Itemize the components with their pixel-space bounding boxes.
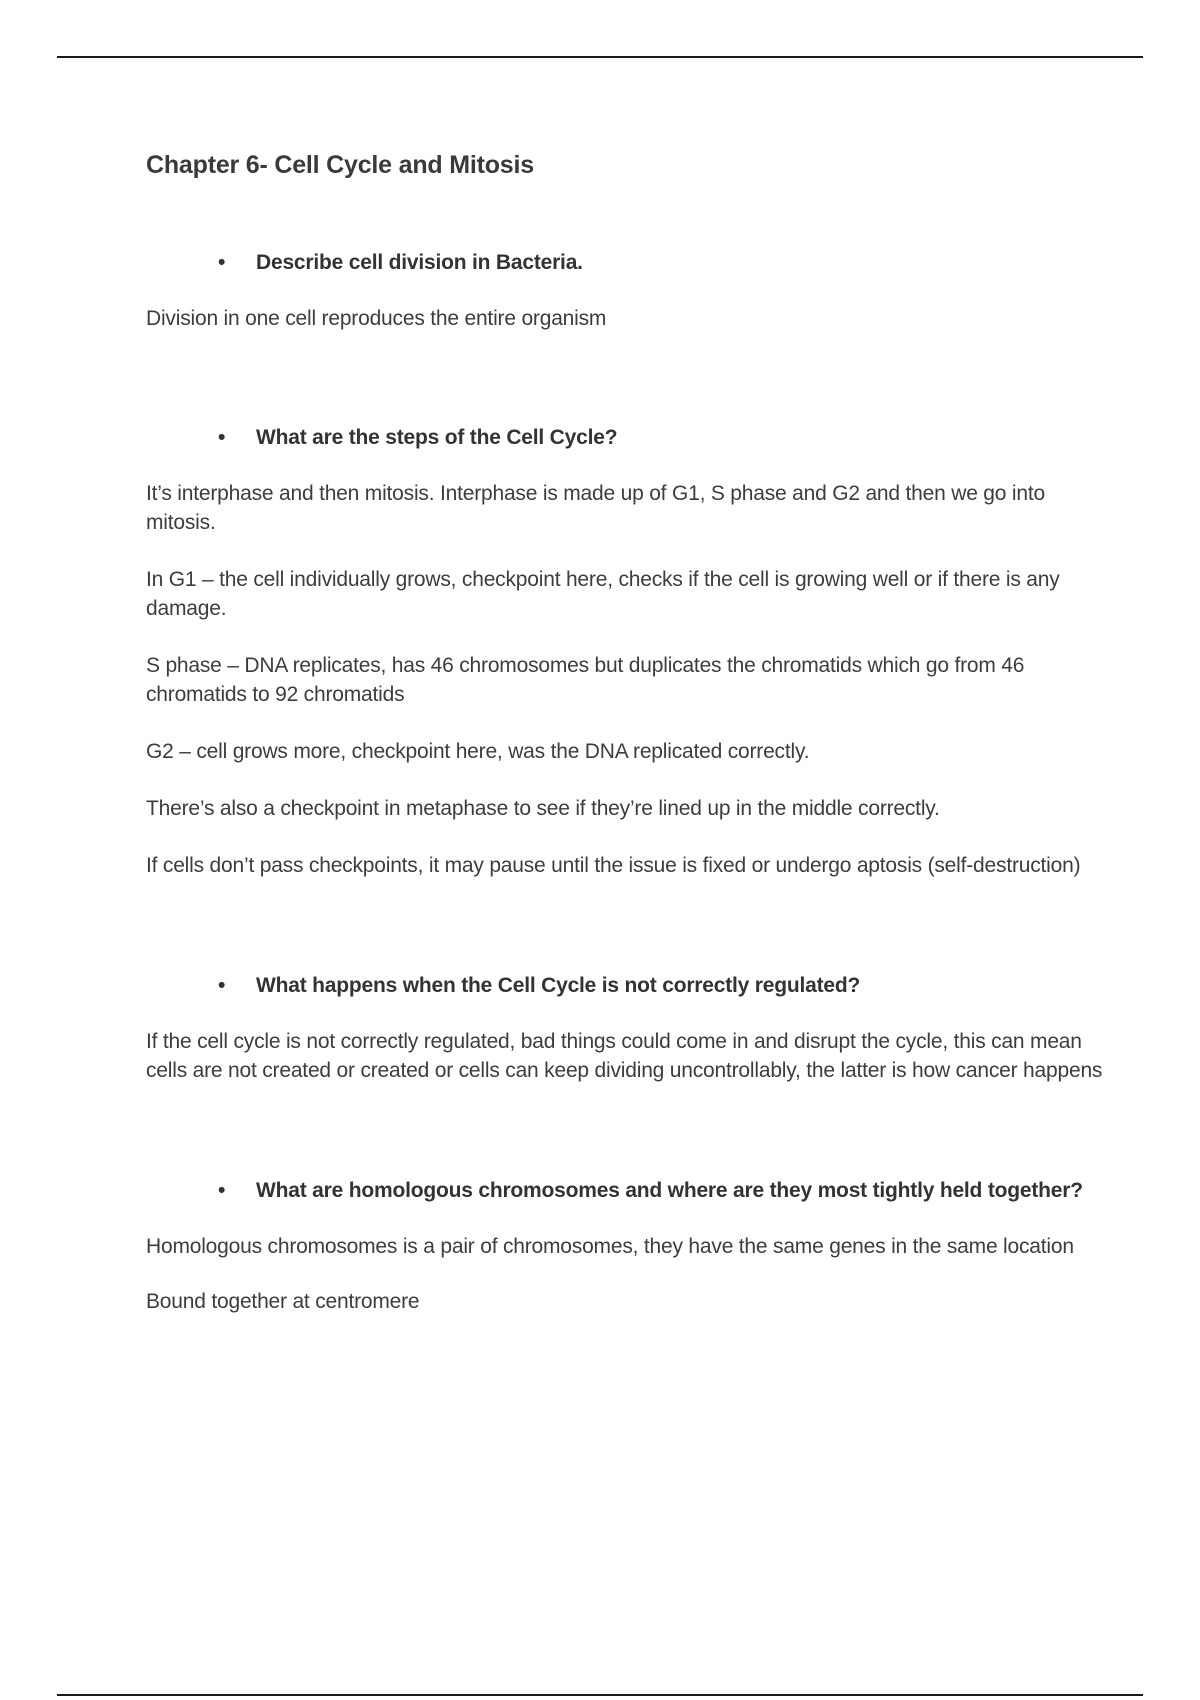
answer-paragraph: It’s interphase and then mitosis. Interphase is made up of G1, S phase and G2 and then we go into mitosis.: [146, 482, 1045, 534]
answer-paragraph: There’s also a checkpoint in metaphase to see if they’re lined up in the middle correctly.: [146, 797, 940, 820]
answer-paragraph: Bound together at centromere: [146, 1290, 420, 1313]
answer-paragraph: Homologous chromosomes is a pair of chromosomes, they have the same genes in the same location: [146, 1235, 1074, 1258]
answer-paragraph: S phase – DNA replicates, has 46 chromosomes but duplicates the chromatids which go from 46 chromatids to 92 chromatids: [146, 654, 1025, 706]
bullet-icon: •: [218, 251, 226, 274]
page-title: Chapter 6- Cell Cycle and Mitosis: [146, 151, 534, 179]
question-3: [146, 971, 1106, 1000]
bullet-icon: •: [218, 1179, 226, 1202]
bullet-icon: •: [218, 426, 226, 449]
question-2: [146, 423, 1106, 452]
question-text: What are homologous chromosomes and where are they most tightly held together?: [256, 1179, 1083, 1202]
answer-paragraph: In G1 – the cell individually grows, checkpoint here, checks if the cell is growing well or if there is any damage.: [146, 568, 1060, 620]
document-body: [146, 150, 1106, 1316]
question-text: What happens when the Cell Cycle is not correctly regulated?: [256, 974, 861, 997]
question-text: What are the steps of the Cell Cycle?: [256, 426, 618, 449]
question-text: Describe cell division in Bacteria.: [256, 251, 583, 274]
question-1: [146, 248, 1106, 277]
answer-paragraph: If cells don’t pass checkpoints, it may pause until the issue is fixed or undergo aptosis (self-destruction): [146, 854, 1081, 877]
footer-rule: [57, 1694, 1143, 1696]
bullet-icon: •: [218, 974, 226, 997]
question-4: [146, 1176, 1106, 1205]
answer-paragraph: Division in one cell reproduces the entire organism: [146, 307, 607, 330]
answer-paragraph: If the cell cycle is not correctly regulated, bad things could come in and disrupt the cycle, this can mean cells are not created or created or cells can keep dividing uncontrollably, the latter is how cancer happens: [146, 1030, 1103, 1082]
answer-paragraph: G2 – cell grows more, checkpoint here, was the DNA replicated correctly.: [146, 740, 810, 763]
header-rule: [57, 56, 1143, 58]
